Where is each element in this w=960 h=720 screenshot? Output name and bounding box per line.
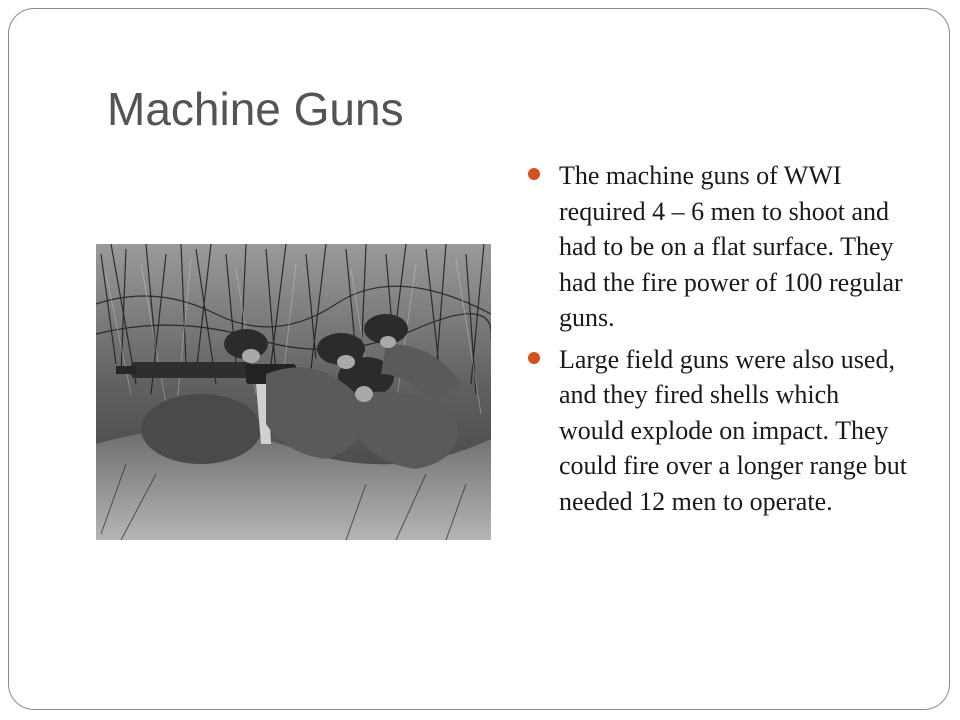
bullet-text: Large field guns were also used, and they fired shells which would explode on impact. They could fire over a longer range but needed 12 men to operate. — [559, 344, 907, 516]
bullet-dot-icon — [528, 352, 540, 364]
bullet-dot-icon — [528, 168, 540, 180]
bullet-item — [528, 158, 908, 336]
slide-title: Machine Guns — [107, 83, 404, 135]
photo-illustration — [96, 244, 491, 540]
bullet-text: The machine guns of WWI required 4 – 6 men to shoot and had to be on a flat surface. They had the fire power of 100 regular guns. — [559, 161, 903, 332]
bullet-item — [528, 342, 908, 520]
machine-gun-photo — [96, 244, 491, 540]
bullet-list — [528, 158, 908, 525]
